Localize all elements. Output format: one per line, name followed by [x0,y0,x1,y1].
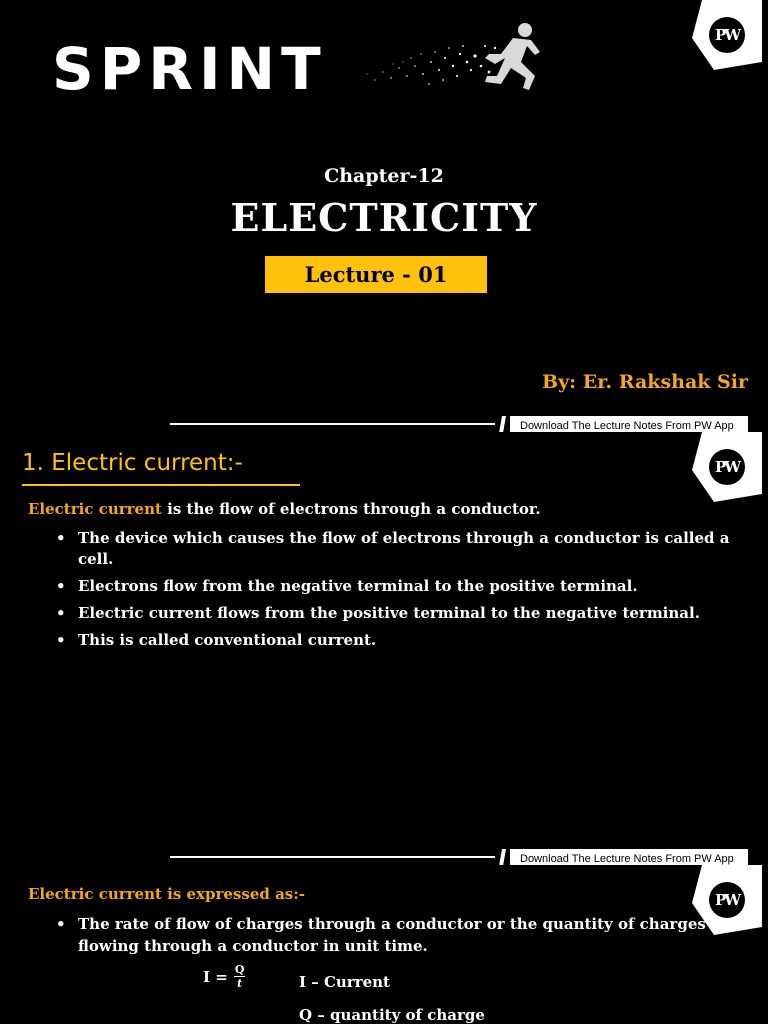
definition-text: is the flow of electrons through a conductor. [161,500,541,518]
bullet-text: The rate of flow of charges through a conductor or the quantity of charges flowing through a conductor in unit time. [78,915,706,955]
footer-divider [170,856,495,858]
formula-legend-item: I – Current [299,973,390,991]
download-notes-banner: Download The Lecture Notes From PW App [510,849,748,865]
slide-footer [0,849,768,865]
pw-logo-text: PW [709,17,745,53]
pw-logo [692,0,762,70]
current-formula [203,963,245,990]
bullet-text: This is called conventional current. [78,631,377,649]
bullet-list [56,528,746,657]
bullet-text: The device which causes the flow of electrons through a conductor is called a cell. [78,529,730,568]
title-slide [0,0,768,432]
bullet-icon: • [56,604,66,622]
content-slide-expression [0,865,768,1024]
bullet-icon: • [56,915,66,933]
list-item [56,576,746,597]
bullet-icon: • [56,577,66,595]
slash-icon [498,849,508,865]
list-item [56,630,746,651]
section-heading: Electric current is expressed as:- [28,885,305,903]
slide-title: ELECTRICITY [230,195,538,240]
section-heading: 1. Electric current:- [22,450,243,476]
definition-paragraph [28,500,718,518]
pw-logo-text: PW [709,449,745,485]
author-byline: By: Er. Rakshak Sir [542,371,748,393]
list-item [56,913,716,957]
bullet-text: Electrons flow from the negative terminal to the positive terminal. [78,577,638,595]
content-slide-electric-current [0,432,768,865]
definition-term: Electric current [28,500,162,518]
slide-footer [0,416,768,432]
formula-numerator: Q [234,963,245,976]
footer-divider [170,423,495,425]
download-notes-banner: Download The Lecture Notes From PW App [510,416,748,432]
formula-denominator: t [237,977,243,990]
heading-underline [22,484,300,486]
sprint-brand-text: SPRINT [52,35,327,103]
pw-logo [692,432,762,502]
lecture-badge: Lecture - 01 [265,256,487,293]
formula-lhs: I = [203,967,228,986]
formula-fraction [234,963,246,990]
formula-legend-item: Q – quantity of charge [299,1006,485,1024]
list-item [56,603,746,624]
bullet-icon: • [56,529,66,547]
chapter-label: Chapter-12 [324,165,444,187]
pw-logo-text: PW [709,882,745,918]
bullet-text: Electric current flows from the positive terminal to the negative terminal. [78,604,700,622]
list-item [56,528,746,570]
bullet-icon: • [56,631,66,649]
slash-icon [498,416,508,432]
runner-silhouette-icon [345,18,555,108]
